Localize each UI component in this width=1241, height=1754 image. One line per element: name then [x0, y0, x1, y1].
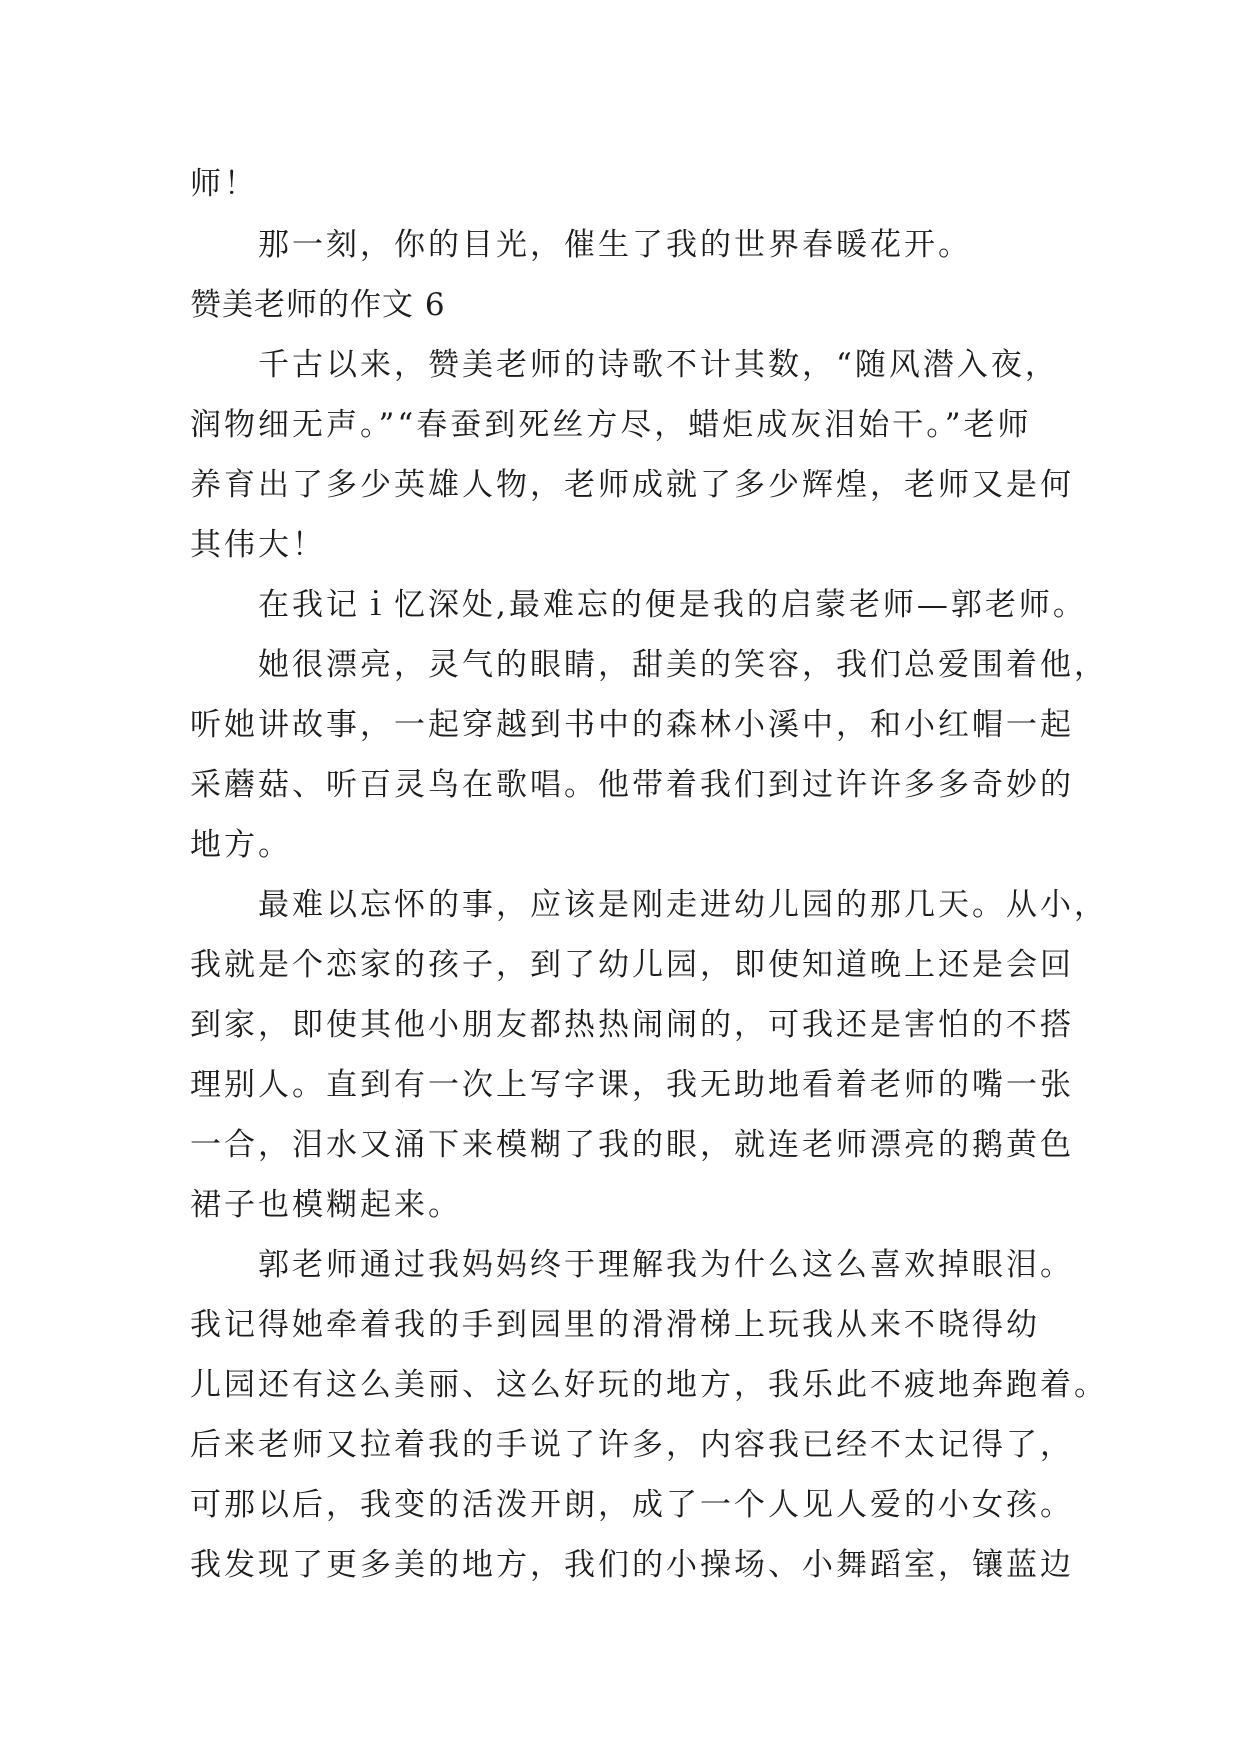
text-line: 我记得她牵着我的手到园里的滑滑梯上玩我从来不晓得幼	[190, 1307, 1040, 1343]
text-line: 儿园还有这么美丽、这么好玩的地方，我乐此不疲地奔跑着。	[190, 1367, 1108, 1403]
text-line: 润物细无声。”“春蚕到死丝方尽，蜡炬成灰泪始干。”老师	[190, 407, 1032, 443]
paragraph-line: 郭老师通过我妈妈终于理解我为什么这么喜欢掉眼泪。	[258, 1247, 1074, 1283]
paragraph-line: 在我记ｉ忆深处,最难忘的便是我的启蒙老师—郭老师。	[258, 587, 1087, 623]
text-line: 后来老师又拉着我的手说了许多，内容我已经不太记得了，	[190, 1427, 1074, 1463]
text-line: 其伟大！	[190, 527, 326, 563]
text-line: 采蘑菇、听百灵鸟在歌唱。他带着我们到过许许多多奇妙的	[190, 767, 1074, 803]
text-line: 一合，泪水又涌下来模糊了我的眼，就连老师漂亮的鹅黄色	[190, 1127, 1074, 1163]
text-line: 地方。	[190, 827, 292, 863]
text-line: 我发现了更多美的地方，我们的小操场、小舞蹈室，镶蓝边	[190, 1547, 1074, 1583]
section-heading: 赞美老师的作文 6	[190, 287, 446, 323]
text-line: 听她讲故事，一起穿越到书中的森林小溪中，和小红帽一起	[190, 707, 1074, 743]
text-line: 理别人。直到有一次上写字课，我无助地看着老师的嘴一张	[190, 1067, 1074, 1103]
text-line: 师！	[190, 166, 258, 202]
paragraph-line: 千古以来，赞美老师的诗歌不计其数，“随风潜入夜，	[258, 347, 1059, 383]
paragraph-line: 最难以忘怀的事，应该是刚走进幼儿园的那几天。从小，	[258, 887, 1108, 923]
paragraph-line: 那一刻，你的目光，催生了我的世界春暖花开。	[258, 227, 972, 263]
text-line: 我就是个恋家的孩子，到了幼儿园，即使知道晚上还是会回	[190, 947, 1074, 983]
text-line: 裙子也模糊起来。	[190, 1187, 462, 1223]
text-line: 养育出了多少英雄人物，老师成就了多少辉煌，老师又是何	[190, 467, 1074, 503]
paragraph-line: 她很漂亮，灵气的眼睛，甜美的笑容，我们总爱围着他，	[258, 647, 1108, 683]
text-line: 可那以后，我变的活泼开朗，成了一个人见人爱的小女孩。	[190, 1487, 1074, 1523]
text-line: 到家，即使其他小朋友都热热闹闹的，可我还是害怕的不搭	[190, 1007, 1074, 1043]
